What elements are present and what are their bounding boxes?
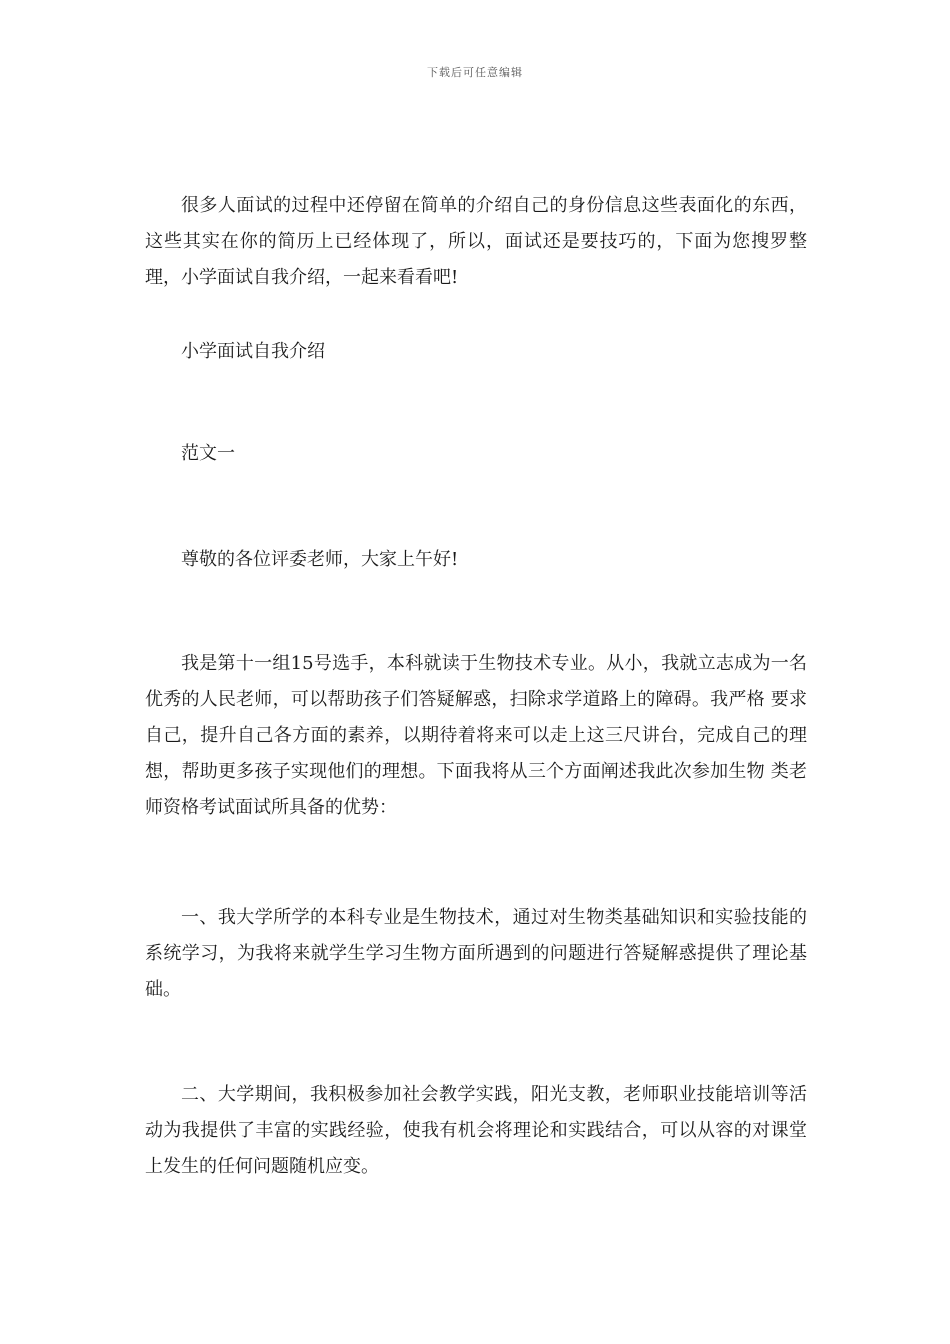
sample-heading: 范文一 <box>181 443 235 464</box>
advantage-one-paragraph: 一、我大学所学的本科专业是生物技术，通过对生物类基础知识和实验技能的系统学习，为我将来就学生学习生物方面所遇到的问题进行答疑解惑提供了理论基础。 <box>145 907 807 1000</box>
self-intro-paragraph: 我是第十一组15号选手，本科就读于生物技术专业。从小，我就立志成为一名优秀的人民老师，可以帮助孩子们答疑解惑，扫除求学道路上的障碍。我严格 要求自己，提升自己各方面的素养，以期待着将来可以走上这三尺讲台，完成自己的理想，帮助更多孩子实现他们的理想。下面我将从三个方面阐述我此次参加生物 类老师资格考试面试所具备的优势： <box>145 653 807 818</box>
intro-paragraph: 很多人面试的过程中还停留在简单的介绍自己的身份信息这些表面化的东西，这些其实在你的简历上已经体现了，所以，面试还是要技巧的，下面为您搜罗整理，小学面试自我介绍，一起来看看吧! <box>145 195 807 288</box>
section-title: 小学面试自我介绍 <box>181 341 325 362</box>
greeting-paragraph: 尊敬的各位评委老师，大家上午好! <box>181 549 459 570</box>
advantage-two-paragraph: 二、大学期间，我积极参加社会教学实践，阳光支教，老师职业技能培训等活动为我提供了丰富的实践经验，使我有机会将理论和实践结合，可以从容的对课堂上发生的任何问题随机应变。 <box>145 1084 807 1177</box>
page-header: 下载后可任意编辑 <box>427 66 523 79</box>
